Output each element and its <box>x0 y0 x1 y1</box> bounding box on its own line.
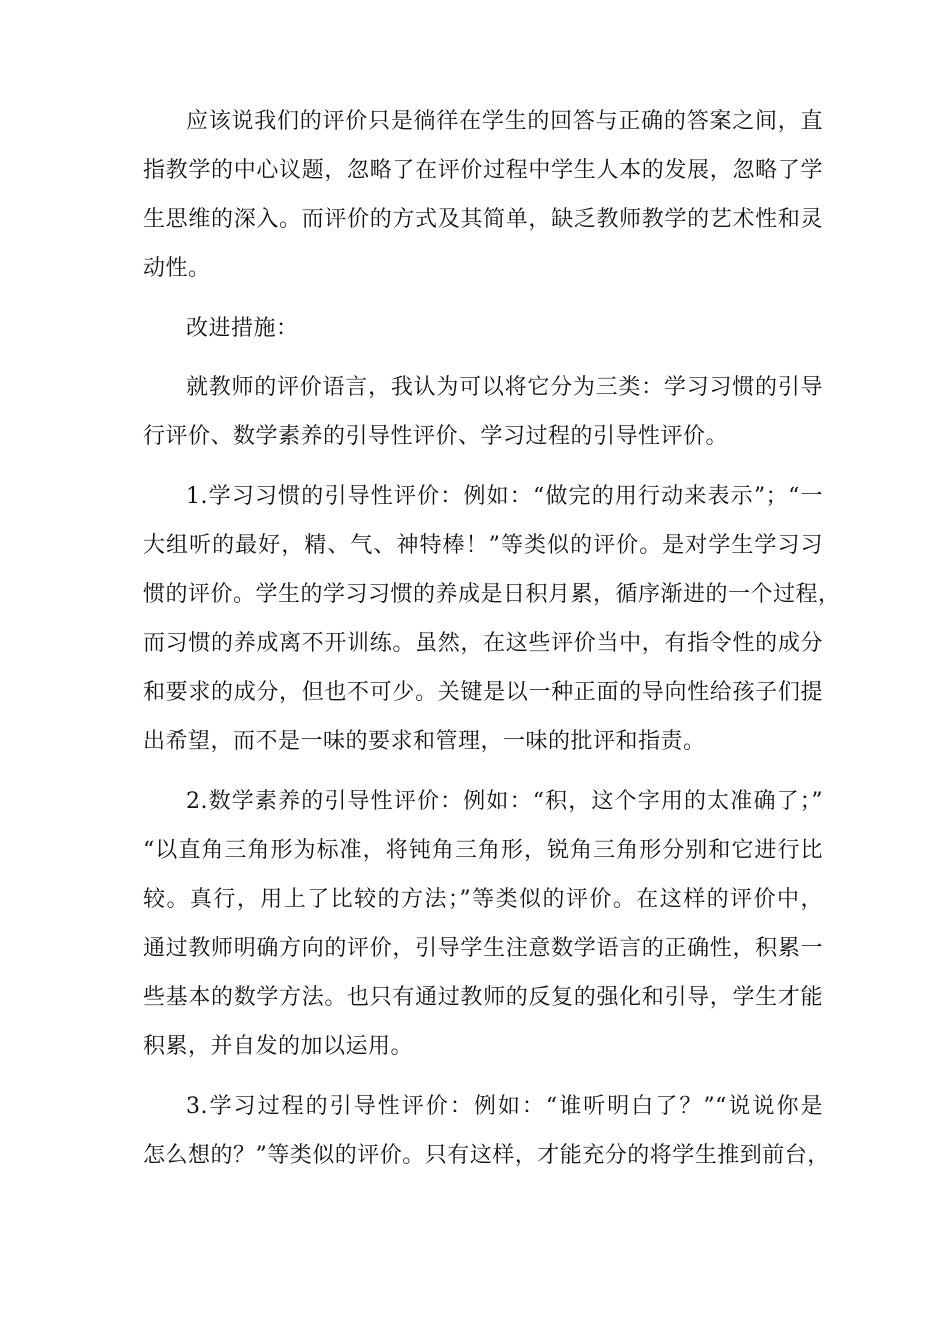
paragraph-line: 些基本的数学方法。也只有通过教师的反复的强化和引导，学生才能 <box>143 985 823 1010</box>
paragraph-line: 应该说我们的评价只是徜徉在学生的回答与正确的答案之间，直 <box>186 109 823 134</box>
paragraph-line: 积累，并自发的加以运用。 <box>143 1034 414 1059</box>
paragraph-line: 较。真行，用上了比较的方法；”等类似的评价。在这样的评价中， <box>143 887 823 912</box>
paragraph-line: 大组听的最好，精、气、神特棒！”等类似的评价。是对学生学习习 <box>143 533 823 558</box>
paragraph-line: “以直角三角形为标准，将钝角三角形，锐角三角形分别和它进行比 <box>143 838 823 863</box>
paragraph-line: 就教师的评价语言，我认为可以将它分为三类：学习习惯的引导 <box>186 375 823 400</box>
paragraph-line: 惯的评价。学生的学习习惯的养成是日积月累，循序渐进的一个过程， <box>143 582 841 607</box>
paragraph-line: 而习惯的养成离不开训练。虽然，在这些评价当中，有指令性的成分 <box>143 631 823 656</box>
paragraph-line: 怎么想的？”等类似的评价。只有这样，才能充分的将学生推到前台， <box>143 1143 830 1168</box>
paragraph-line: 3.学习过程的引导性评价：例如：“谁听明白了？”“说说你是 <box>186 1094 823 1119</box>
paragraph-line: 动性。 <box>143 256 211 281</box>
paragraph-line: 2.数学素养的引导性评价：例如：“积，这个字用的太准确了；” <box>186 789 823 814</box>
paragraph-line: 和要求的成分，但也不可少。关键是以一种正面的导向性给孩子们提 <box>143 680 823 705</box>
paragraph-line: 出希望，而不是一味的要求和管理，一味的批评和指责。 <box>143 729 706 754</box>
section-heading: 改进措施： <box>186 316 299 341</box>
paragraph-line: 指教学的中心议题，忽略了在评价过程中学生人本的发展，忽略了学 <box>143 158 823 183</box>
paragraph-line: 行评价、数学素养的引导性评价、学习过程的引导性评价。 <box>143 424 729 449</box>
paragraph-line: 1.学习习惯的引导性评价：例如：“做完的用行动来表示”；“一 <box>186 484 823 509</box>
paragraph-line: 生思维的深入。而评价的方式及其简单，缺乏教师教学的艺术性和灵 <box>143 207 823 232</box>
paragraph-line: 通过教师明确方向的评价，引导学生注意数学语言的正确性，积累一 <box>143 936 823 961</box>
